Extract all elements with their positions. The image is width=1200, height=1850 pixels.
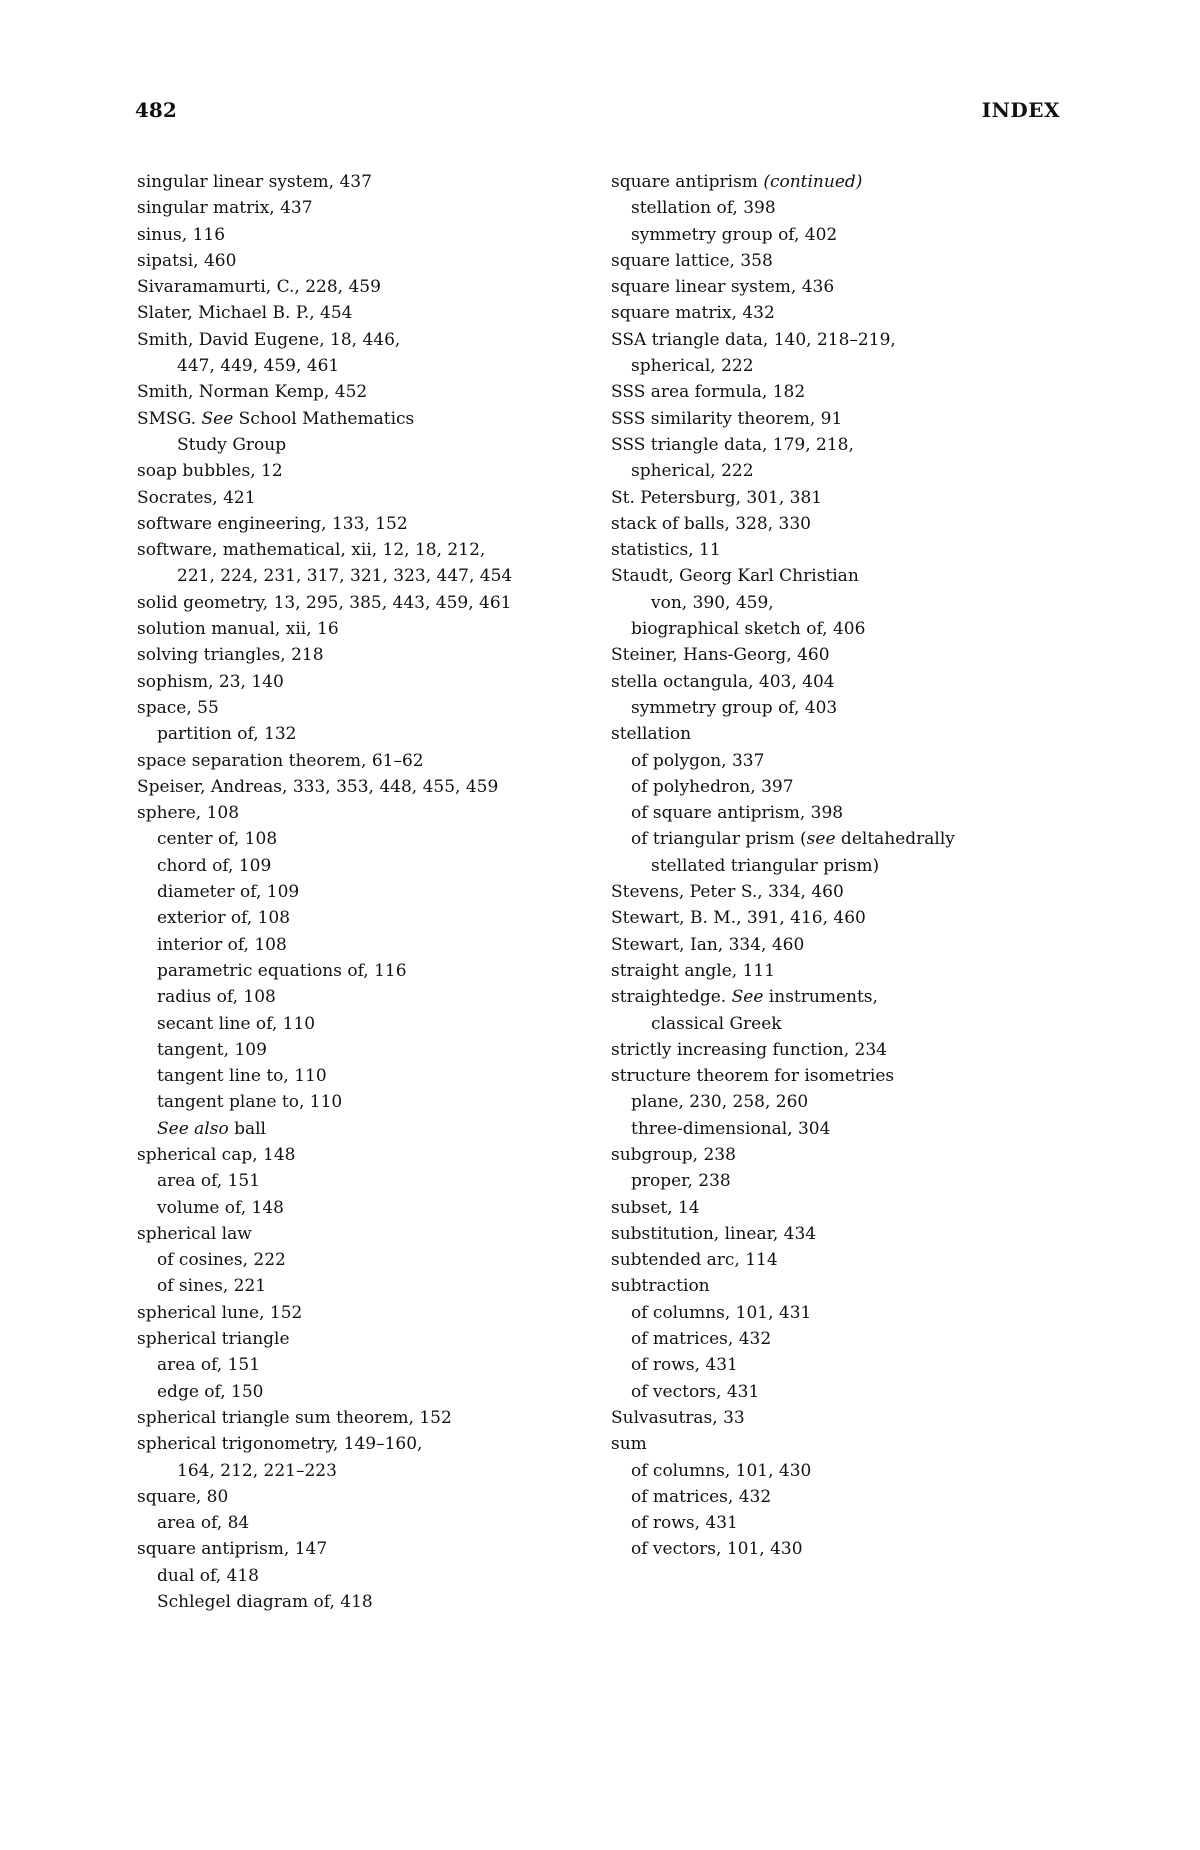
- entry-text: soap bubbles, 12: [137, 461, 283, 482]
- index-subentry: [611, 590, 1061, 616]
- index-entry: [137, 669, 587, 695]
- entry-text: parametric equations of, 116: [157, 960, 407, 981]
- entry-text: of triangular prism (: [631, 829, 807, 850]
- entry-text: of matrices, 432: [631, 1486, 772, 1507]
- entry-text: Slater, Michael B. P., 454: [137, 303, 353, 324]
- cross-reference: See also: [157, 1118, 229, 1139]
- index-entry: [611, 1273, 1061, 1299]
- entry-text: Stewart, B. M., 391, 416, 460: [611, 908, 866, 929]
- index-subentry: [137, 879, 587, 905]
- entry-text: of rows, 431: [631, 1355, 738, 1376]
- entry-tail: instruments,: [763, 987, 878, 1008]
- entry-text: 447, 449, 459, 461: [177, 356, 340, 377]
- index-subentry: [611, 1089, 1061, 1115]
- index-entry: [611, 879, 1061, 905]
- index-entry: [611, 248, 1061, 274]
- entry-text: straightedge.: [611, 987, 732, 1008]
- index-subentry: [611, 1116, 1061, 1142]
- entry-text: SSS triangle data, 179, 218,: [611, 434, 854, 455]
- entry-text: interior of, 108: [157, 934, 287, 955]
- index-subentry: [137, 905, 587, 931]
- entry-text: stack of balls, 328, 330: [611, 513, 811, 534]
- entry-text: SMSG.: [137, 408, 202, 429]
- entry-text: spherical, 222: [631, 461, 754, 482]
- entry-text: edge of, 150: [157, 1381, 264, 1402]
- index-entry: [137, 1221, 587, 1247]
- entry-text: spherical triangle: [137, 1329, 290, 1350]
- entry-text: substitution, linear, 434: [611, 1223, 817, 1244]
- entry-text: area of, 151: [157, 1171, 261, 1192]
- entry-text: St. Petersburg, 301, 381: [611, 487, 823, 508]
- entry-text: spherical lune, 152: [137, 1302, 303, 1323]
- index-subentry: [611, 353, 1061, 379]
- index-subentry: [137, 1037, 587, 1063]
- index-entry: [137, 222, 587, 248]
- entry-text: software engineering, 133, 152: [137, 513, 408, 534]
- index-entry: [137, 695, 587, 721]
- entry-text: biographical sketch of, 406: [631, 619, 866, 640]
- entry-text: solid geometry, 13, 295, 385, 443, 459, 461: [137, 592, 512, 613]
- entry-text: 164, 212, 221–223: [177, 1460, 337, 1481]
- entry-text: sipatsi, 460: [137, 250, 237, 271]
- index-subentry: [137, 353, 587, 379]
- entry-text: SSS similarity theorem, 91: [611, 408, 843, 429]
- index-entry: [137, 1405, 587, 1431]
- index-entry: [611, 1142, 1061, 1168]
- index-entry: [611, 669, 1061, 695]
- index-subentry: [137, 1273, 587, 1299]
- index-entry: [137, 1536, 587, 1562]
- entry-text: classical Greek: [651, 1013, 782, 1034]
- index-subentry: [137, 1011, 587, 1037]
- cross-reference: see: [806, 829, 836, 850]
- entry-text: of vectors, 101, 430: [631, 1539, 803, 1560]
- entry-text: tangent, 109: [157, 1039, 267, 1060]
- index-subentry: [137, 1063, 587, 1089]
- index-entry: [137, 1431, 587, 1457]
- index-entry: [611, 379, 1061, 405]
- entry-text: dual of, 418: [157, 1565, 259, 1586]
- index-subentry: [137, 1589, 587, 1615]
- entry-text: Stevens, Peter S., 334, 460: [611, 882, 844, 903]
- index-subentry: [137, 984, 587, 1010]
- index-subentry: [611, 195, 1061, 221]
- index-entry: [137, 1326, 587, 1352]
- index-subentry: [611, 853, 1061, 879]
- entry-text: square antiprism: [611, 172, 764, 192]
- index-subentry: [611, 1510, 1061, 1536]
- entry-text: singular matrix, 437: [137, 198, 313, 219]
- entry-text: software, mathematical, xii, 12, 18, 212,: [137, 540, 486, 561]
- entry-text: space, 55: [137, 697, 219, 718]
- entry-text: straight angle, 111: [611, 960, 776, 981]
- index-subentry: [137, 1458, 587, 1484]
- index-entry: [611, 721, 1061, 747]
- entry-text: of polygon, 337: [631, 750, 765, 771]
- index-entry: [611, 169, 1061, 195]
- entry-text: Sulvasutras, 33: [611, 1407, 745, 1428]
- entry-text: stellation of, 398: [631, 198, 776, 219]
- entry-text: solution manual, xii, 16: [137, 619, 339, 640]
- index-entry: [137, 537, 587, 563]
- entry-text: Smith, Norman Kemp, 452: [137, 382, 368, 403]
- index-subentry: [137, 853, 587, 879]
- index-entry: [137, 458, 587, 484]
- index-entry: [611, 563, 1061, 589]
- entry-text: statistics, 11: [611, 540, 721, 561]
- entry-text: of sines, 221: [157, 1276, 267, 1297]
- entry-text: SSA triangle data, 140, 218–219,: [611, 329, 896, 350]
- entry-text: space separation theorem, 61–62: [137, 750, 424, 771]
- index-subentry: [137, 1247, 587, 1273]
- index-entry: [137, 800, 587, 826]
- entry-text: of rows, 431: [631, 1513, 738, 1534]
- index-subentry: [611, 1352, 1061, 1378]
- index-subentry: [137, 1352, 587, 1378]
- entry-tail: School Mathematics: [233, 408, 415, 429]
- entry-text: stellated triangular prism): [651, 855, 880, 876]
- index-subentry: [611, 1300, 1061, 1326]
- entry-text: center of, 108: [157, 829, 278, 850]
- entry-text: three-dimensional, 304: [631, 1118, 831, 1139]
- index-entry: [137, 590, 587, 616]
- index-subentry: [611, 826, 1061, 852]
- index-subentry: [611, 774, 1061, 800]
- entry-text: spherical trigonometry, 149–160,: [137, 1434, 423, 1455]
- index-subentry: [137, 1089, 587, 1115]
- index-entry: [611, 1247, 1061, 1273]
- entry-text: Smith, David Eugene, 18, 446,: [137, 329, 401, 350]
- index-subentry: [611, 222, 1061, 248]
- entry-text: sum: [611, 1434, 647, 1455]
- entry-tail: ball: [228, 1118, 266, 1139]
- entry-text: of polyhedron, 397: [631, 776, 794, 797]
- index-subentry: [611, 800, 1061, 826]
- index-subentry: [611, 1536, 1061, 1562]
- index-entry: [611, 1037, 1061, 1063]
- entry-tail: deltahedrally: [835, 829, 955, 850]
- index-entry: [611, 274, 1061, 300]
- entry-text: secant line of, 110: [157, 1013, 316, 1034]
- index-subentry: [611, 1458, 1061, 1484]
- index-entry: [611, 537, 1061, 563]
- index-entry: [611, 905, 1061, 931]
- index-subentry: [137, 563, 587, 589]
- index-entry: [611, 1431, 1061, 1457]
- index-entry: [137, 1484, 587, 1510]
- index-subentry: [137, 1168, 587, 1194]
- index-entry: [137, 406, 587, 432]
- index-subentry: [137, 1563, 587, 1589]
- index-subentry: [611, 1484, 1061, 1510]
- entry-text: strictly increasing function, 234: [611, 1039, 887, 1060]
- index-entry: [611, 642, 1061, 668]
- entry-text: 221, 224, 231, 317, 321, 323, 447, 454: [177, 566, 513, 587]
- entry-text: partition of, 132: [157, 724, 297, 745]
- entry-text: square lattice, 358: [611, 250, 773, 271]
- index-entry: [137, 195, 587, 221]
- entry-text: sinus, 116: [137, 224, 226, 245]
- entry-text: sphere, 108: [137, 803, 240, 824]
- cross-reference: (continued): [763, 172, 863, 192]
- index-entry: [137, 169, 587, 195]
- entry-text: spherical law: [137, 1223, 252, 1244]
- entry-text: volume of, 148: [157, 1197, 284, 1218]
- index-subentry: [137, 958, 587, 984]
- index-subentry: [611, 695, 1061, 721]
- page-header: [135, 98, 1060, 128]
- entry-text: square linear system, 436: [611, 277, 835, 298]
- entry-text: area of, 151: [157, 1355, 261, 1376]
- entry-text: of vectors, 431: [631, 1381, 760, 1402]
- index-subentry: [137, 1379, 587, 1405]
- index-subentry: [137, 1116, 587, 1142]
- index-subentry: [137, 432, 587, 458]
- entry-text: area of, 84: [157, 1513, 250, 1534]
- index-entry: [137, 1142, 587, 1168]
- page-number: 482: [135, 98, 177, 122]
- index-entry: [611, 958, 1061, 984]
- entry-text: singular linear system, 437: [137, 172, 372, 192]
- index-entry: [137, 327, 587, 353]
- index-entry: [611, 406, 1061, 432]
- index-entry: [137, 642, 587, 668]
- entry-text: sophism, 23, 140: [137, 671, 284, 692]
- entry-text: Schlegel diagram of, 418: [157, 1592, 373, 1613]
- index-entry: [611, 432, 1061, 458]
- entry-text: subtraction: [611, 1276, 710, 1297]
- entry-text: von, 390, 459,: [651, 592, 774, 613]
- entry-text: Speiser, Andreas, 333, 353, 448, 455, 459: [137, 776, 499, 797]
- index-entry: [611, 511, 1061, 537]
- index-entry: [137, 274, 587, 300]
- index-subentry: [137, 1510, 587, 1536]
- index-subentry: [137, 826, 587, 852]
- index-entry: [137, 248, 587, 274]
- entry-text: Sivaramamurti, C., 228, 459: [137, 277, 381, 298]
- cross-reference: See: [731, 987, 764, 1008]
- entry-text: chord of, 109: [157, 855, 272, 876]
- index-entry: [611, 300, 1061, 326]
- entry-text: solving triangles, 218: [137, 645, 324, 666]
- index-entry: [137, 485, 587, 511]
- index-entry: [611, 932, 1061, 958]
- running-head: INDEX: [981, 98, 1060, 122]
- entry-text: tangent plane to, 110: [157, 1092, 343, 1113]
- entry-text: symmetry group of, 402: [631, 224, 838, 245]
- index-entry: [137, 379, 587, 405]
- index-entry: [137, 616, 587, 642]
- index-subentry: [611, 748, 1061, 774]
- entry-text: Staudt, Georg Karl Christian: [611, 566, 859, 587]
- index-subentry: [137, 721, 587, 747]
- entry-text: spherical cap, 148: [137, 1144, 296, 1165]
- index-subentry: [611, 616, 1061, 642]
- entry-text: Stewart, Ian, 334, 460: [611, 934, 805, 955]
- index-subentry: [611, 1011, 1061, 1037]
- entry-text: proper, 238: [631, 1171, 731, 1192]
- index-subentry: [611, 1168, 1061, 1194]
- entry-text: spherical triangle sum theorem, 152: [137, 1407, 452, 1428]
- entry-text: tangent line to, 110: [157, 1066, 327, 1087]
- index-entry: [611, 327, 1061, 353]
- index-entry: [137, 511, 587, 537]
- index-entry: [137, 748, 587, 774]
- index-column-left: [137, 169, 587, 1615]
- entry-text: of columns, 101, 431: [631, 1302, 812, 1323]
- entry-text: of cosines, 222: [157, 1250, 286, 1271]
- entry-text: subset, 14: [611, 1197, 700, 1218]
- index-subentry: [137, 932, 587, 958]
- entry-text: of square antiprism, 398: [631, 803, 844, 824]
- entry-text: subtended arc, 114: [611, 1250, 778, 1271]
- cross-reference: See: [201, 408, 234, 429]
- entry-text: subgroup, 238: [611, 1144, 736, 1165]
- index-subentry: [137, 1195, 587, 1221]
- index-entry: [611, 1063, 1061, 1089]
- entry-text: of columns, 101, 430: [631, 1460, 812, 1481]
- index-subentry: [611, 1326, 1061, 1352]
- index-entry: [137, 1300, 587, 1326]
- entry-text: spherical, 222: [631, 356, 754, 377]
- index-entry: [611, 1221, 1061, 1247]
- entry-text: square matrix, 432: [611, 303, 775, 324]
- index-subentry: [611, 458, 1061, 484]
- entry-text: Steiner, Hans-Georg, 460: [611, 645, 830, 666]
- entry-text: square antiprism, 147: [137, 1539, 328, 1560]
- index-entry: [137, 300, 587, 326]
- entry-text: diameter of, 109: [157, 882, 300, 903]
- index-entry: [137, 774, 587, 800]
- entry-text: square, 80: [137, 1486, 229, 1507]
- index-entry: [611, 1195, 1061, 1221]
- index-entry: [611, 1405, 1061, 1431]
- entry-text: radius of, 108: [157, 987, 276, 1008]
- index-entry: [611, 984, 1061, 1010]
- entry-text: Socrates, 421: [137, 487, 256, 508]
- entry-text: Study Group: [177, 434, 287, 455]
- index-entry: [611, 485, 1061, 511]
- entry-text: stella octangula, 403, 404: [611, 671, 835, 692]
- entry-text: plane, 230, 258, 260: [631, 1092, 809, 1113]
- index-column-right: [611, 169, 1061, 1563]
- entry-text: of matrices, 432: [631, 1329, 772, 1350]
- entry-text: exterior of, 108: [157, 908, 291, 929]
- entry-text: structure theorem for isometries: [611, 1066, 895, 1087]
- index-subentry: [611, 1379, 1061, 1405]
- entry-text: symmetry group of, 403: [631, 697, 838, 718]
- entry-text: SSS area formula, 182: [611, 382, 806, 403]
- entry-text: stellation: [611, 724, 692, 745]
